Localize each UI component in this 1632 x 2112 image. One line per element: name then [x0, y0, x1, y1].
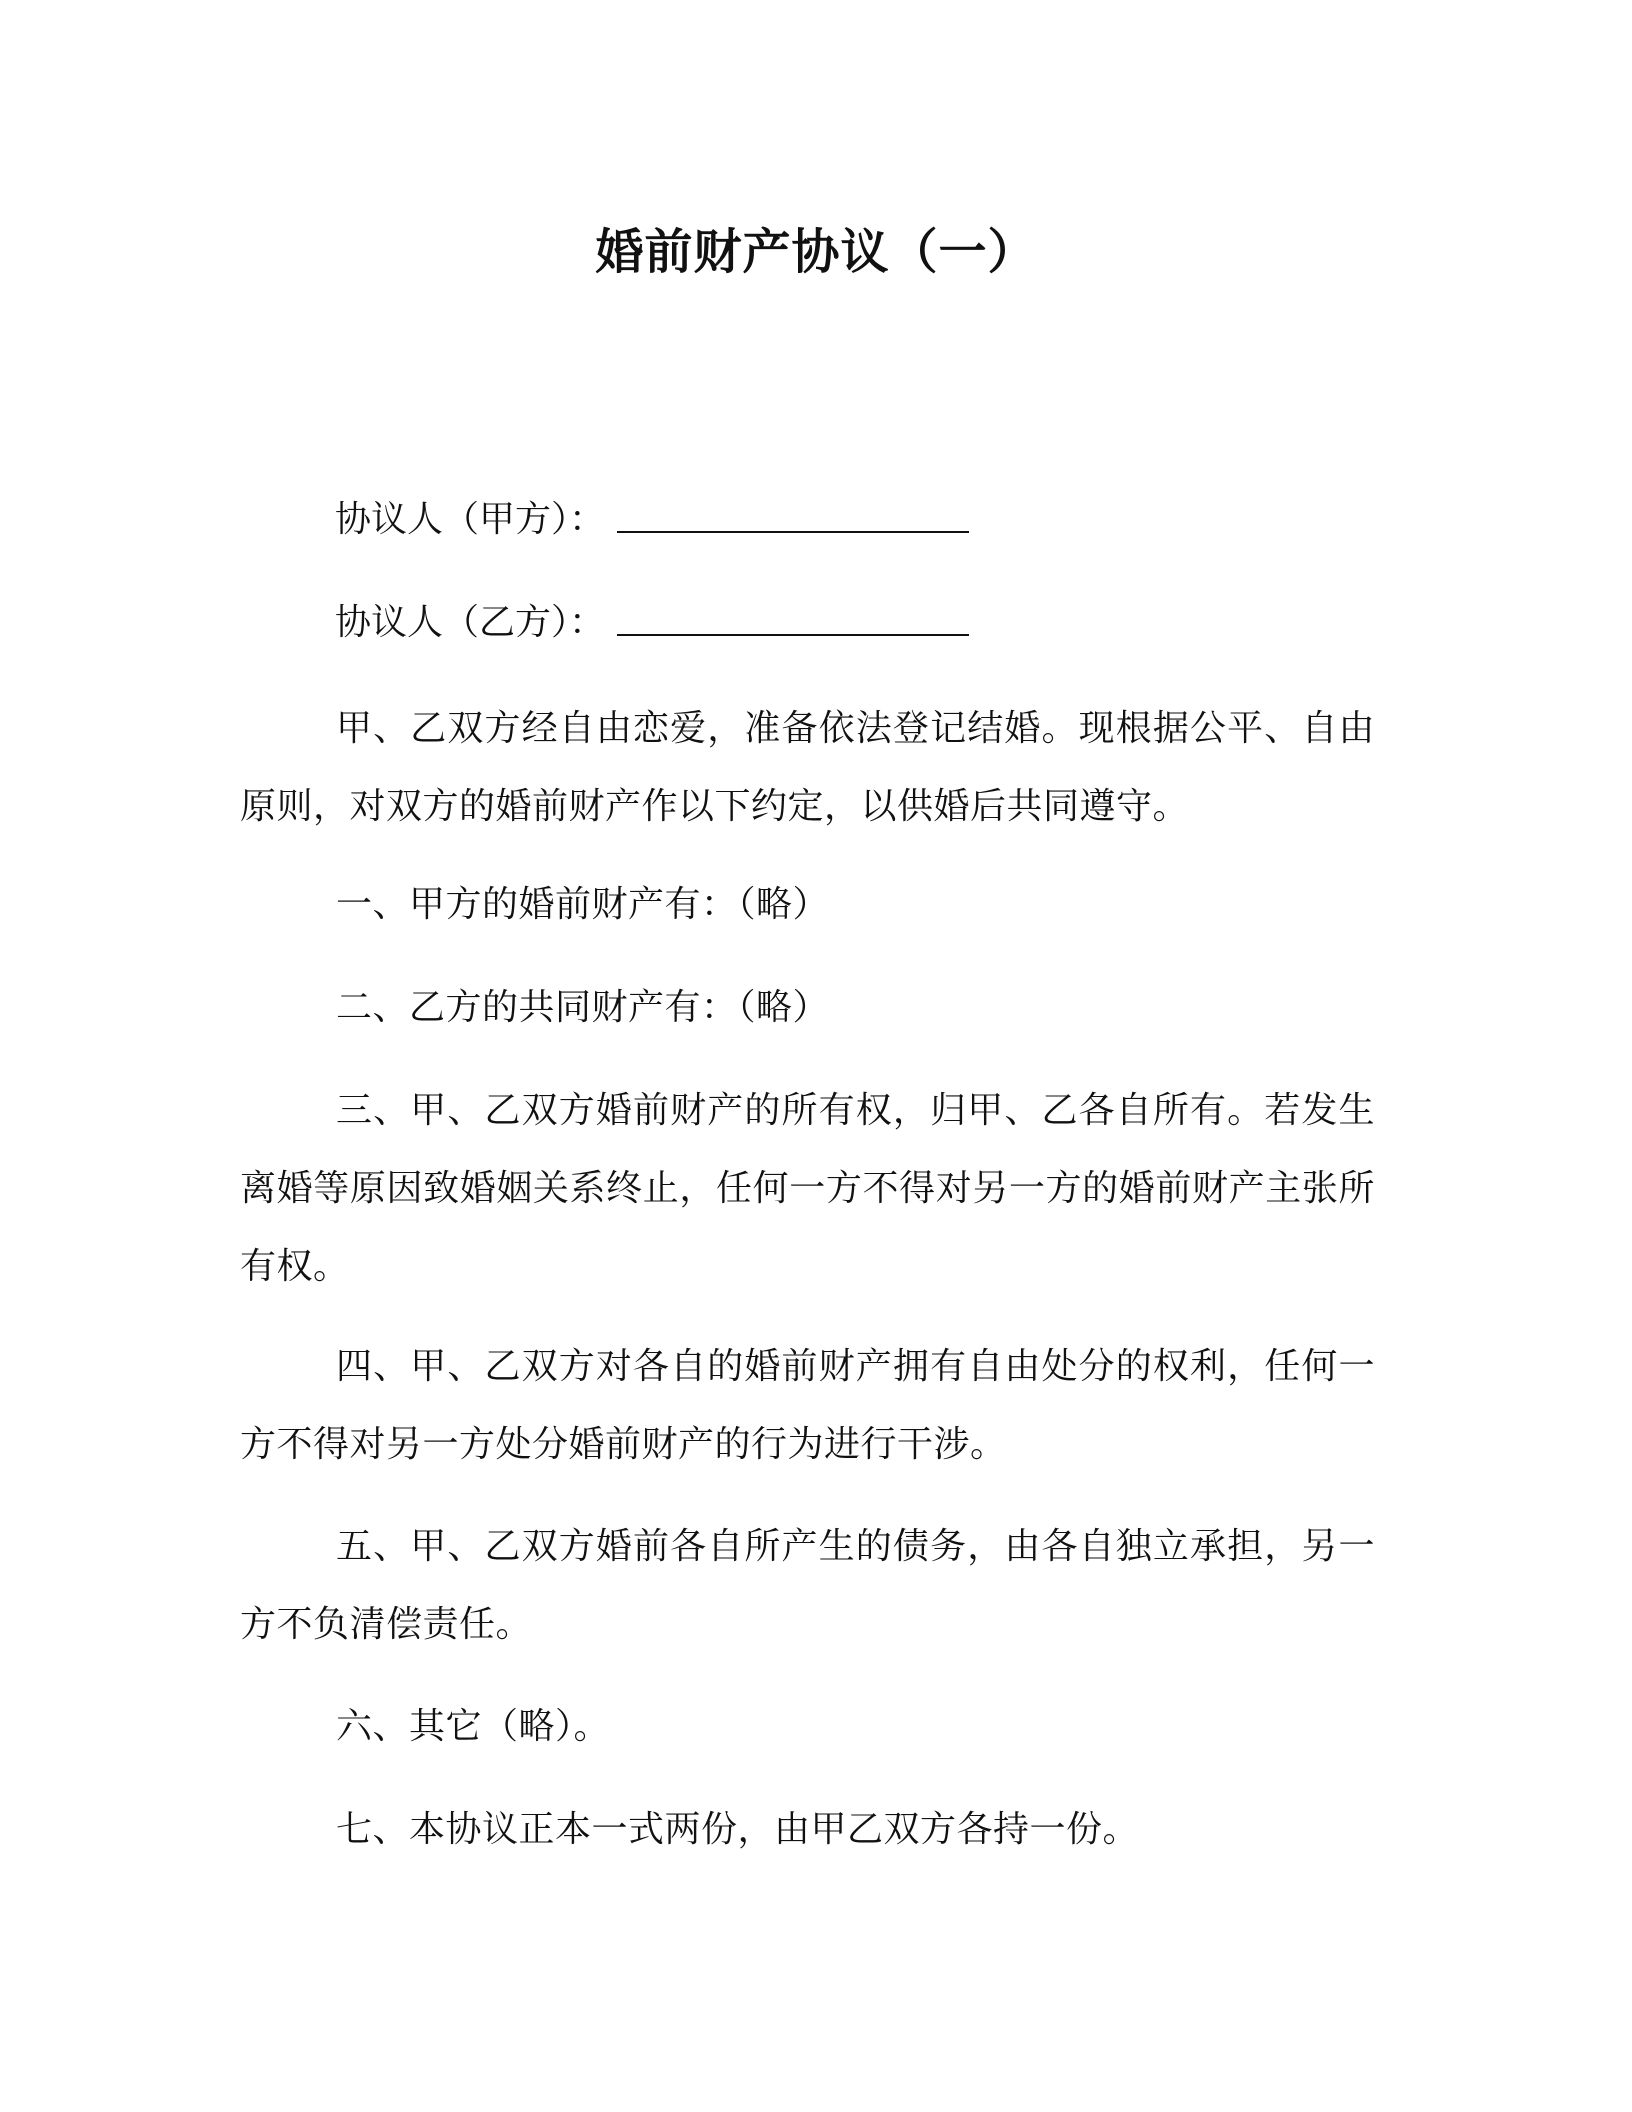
party-a-line: [335, 495, 969, 545]
party-b-label: 协议人（乙方）：: [335, 602, 606, 643]
party-b-blank: [617, 600, 969, 636]
clause-2: 二、乙方的共同财产有：（略）: [336, 987, 830, 1028]
clause-1: 一、甲方的婚前财产有：（略）: [336, 884, 830, 925]
document-title: 婚前财产协议（一）: [595, 224, 1037, 280]
clause-6: 六、其它（略）。: [336, 1706, 611, 1747]
clause-4: 四、甲、乙双方对各自的婚前财产拥有自由处分的权利，任何一方不得对另一方处分婚前财产的行为进行干涉。: [240, 1346, 1375, 1465]
clause-5: 五、甲、乙双方婚前各自所产生的债务，由各自独立承担，另一方不负清偿责任。: [240, 1526, 1375, 1645]
clause-7: 七、本协议正本一式两份，由甲乙双方各持一份。: [336, 1809, 1140, 1850]
party-a-label: 协议人（甲方）：: [335, 499, 606, 540]
intro-paragraph: 甲、乙双方经自由恋爱，准备依法登记结婚。现根据公平、自由原则，对双方的婚前财产作以下约定，以供婚后共同遵守。: [240, 708, 1375, 827]
party-a-blank: [617, 497, 969, 533]
clause-3: 三、甲、乙双方婚前财产的所有权，归甲、乙各自所有。若发生离婚等原因致婚姻关系终止，任何一方不得对另一方的婚前财产主张所有权。: [240, 1090, 1375, 1287]
party-b-line: [335, 598, 969, 648]
